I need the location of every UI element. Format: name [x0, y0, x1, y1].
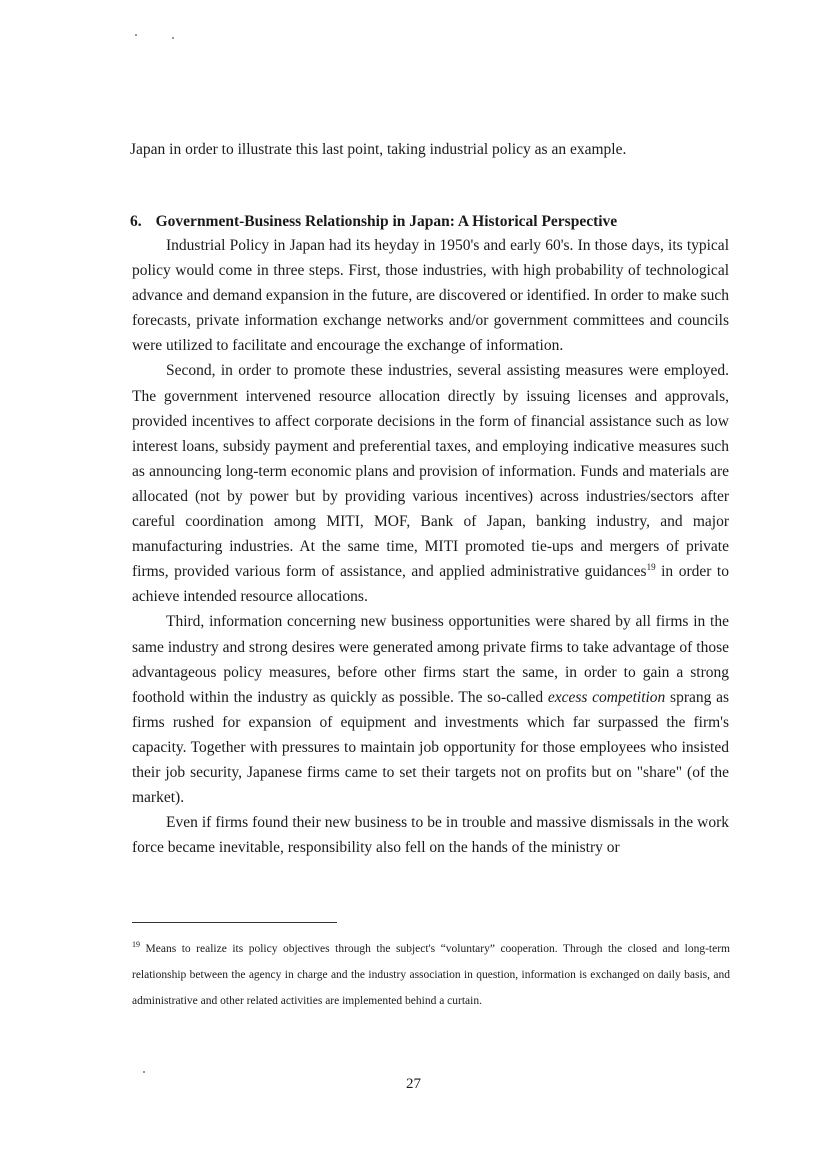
body-text	[132, 233, 729, 860]
paragraph-3	[132, 609, 729, 810]
paragraph-2-text: Second, in order to promote these industries, several assisting measures were employed. The government intervened resource allocation directly by issuing licenses and approvals, provided incentives to affect corporate decisions in the form of financial assistance such as low interest loans, subsidy payment and preferential taxes, and employing indicative measures such as announcing long-term economic plans and provision of information. Funds and materials are allocated (not by power but by providing various incentives) across industries/sectors after careful coordination among MITI, MOF, Bank of Japan, banking industry, and major manufacturing industries. At the same time, MITI promoted tie-ups and mergers of private firms, provided various form of assistance, and applied administrative guidances	[132, 362, 729, 581]
footnote-divider	[132, 922, 337, 923]
page-number: 27	[406, 1076, 421, 1092]
scan-speck	[172, 37, 174, 39]
footnote-marker: 19	[132, 940, 140, 950]
paragraph-3-text-end: sprang as firms rushed for expansion of equipment and investments which far surpassed the firm's capacity. Together with pressures to maintain job opportunity for those employees who insisted their job security, Japanese firms came to set their targets not on profits but on "share" (of the market).	[132, 688, 729, 807]
footnote-text: Means to realize its policy objectives through the subject's “voluntary” cooperation. Through the closed and long-term relationship between the agency in charge and the industry association in question, information is exchanged on daily basis, and administrative and other related activities are implemented behind a curtain.	[132, 943, 730, 1007]
scan-speck	[135, 34, 137, 36]
scan-speck	[143, 1071, 145, 1073]
paragraph-3-text: Third, information concerning new business opportunities were shared by all firms in the same industry and strong desires were generated among private firms to take advantage of those advantageous policy measures, before other firms start the same, in order to gain a strong foothold within the industry as quickly as possible. The so-called	[132, 613, 729, 706]
emphasis-term: excess competition	[547, 688, 666, 706]
continuation-line: Japan in order to illustrate this last point, taking industrial policy as an example.	[130, 141, 627, 158]
paragraph-4: Even if firms found their new business to be in trouble and massive dismissals in the work force became inevitable, responsibility also fell on the hands of the ministry or	[132, 814, 729, 857]
section-number: 6.	[130, 213, 142, 230]
footnote-reference: 19	[646, 562, 656, 573]
section-heading	[130, 213, 617, 231]
section-title: Government-Business Relationship in Japan: A Historical Perspective	[155, 213, 618, 230]
paragraph-2	[132, 358, 729, 609]
paragraph-1: Industrial Policy in Japan had its heyday in 1950's and early 60's. In those days, its typical policy would come in three steps. First, those industries, with high probability of technological advance and demand expansion in the future, are discovered or identified. In order to make such forecasts, private information exchange networks and/or government committees and councils were utilized to facilitate and encourage the exchange of information.	[132, 237, 729, 355]
footnote	[132, 936, 730, 1014]
paragraph-2-text-end: in order to achieve intended resource allocations.	[132, 563, 729, 606]
